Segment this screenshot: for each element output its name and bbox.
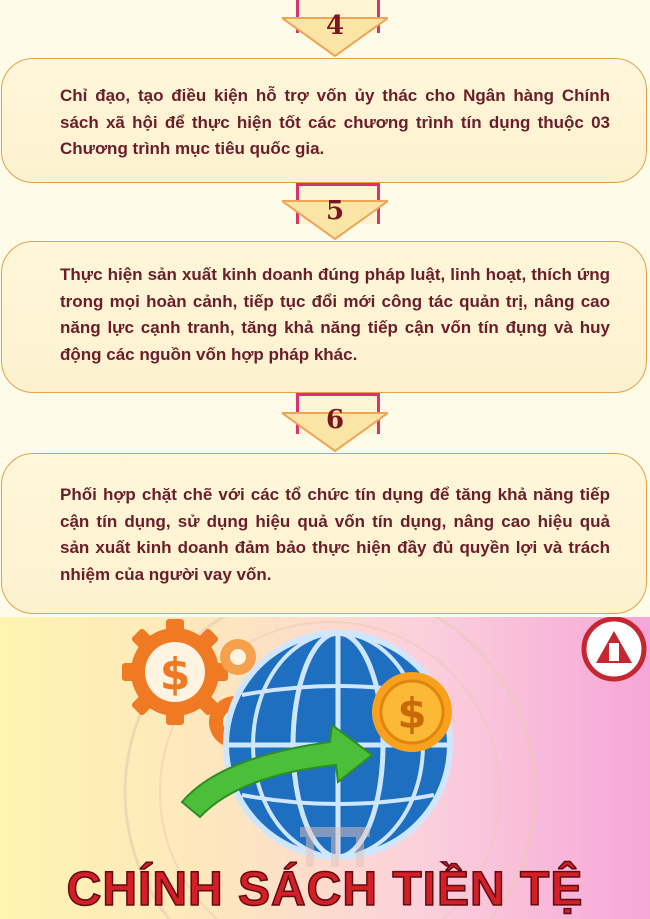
step-4-card xyxy=(1,58,647,183)
step-4-number: 4 xyxy=(325,11,345,41)
gear-large-icon xyxy=(122,619,228,725)
logo-seal-icon xyxy=(584,619,644,679)
step-6-card xyxy=(1,453,647,614)
step-5-number: 5 xyxy=(325,196,345,226)
gear-top-icon xyxy=(220,639,256,675)
svg-text:$: $ xyxy=(159,649,191,700)
banner-title: CHÍNH SÁCH TIỀN TỆ xyxy=(66,863,584,916)
step-6-number: 6 xyxy=(325,405,345,435)
step-6-text: Phối hợp chặt chẽ với các tổ chức tín dụng để tăng khả năng tiếp cận tín dụng, sử dụng hiệu quả vốn tín dụng, nâng cao hiệu quả sản xuất kinh doanh đảm bảo thực hiện đầy đủ quyền lợi và trách nhiệm của người vay vốn. xyxy=(60,485,610,584)
step-4-text: Chỉ đạo, tạo điều kiện hỗ trợ vốn ủy thác cho Ngân hàng Chính sách xã hội để thực hiện tốt các chương trình tín dụng thuộc 03 Chương trình mục tiêu quốc gia. xyxy=(60,86,610,158)
step-5-text: Thực hiện sản xuất kinh doanh đúng pháp luật, linh hoạt, thích ứng trong mọi hoàn cảnh, tiếp tục đổi mới công tác quản trị, nâng cao năng lực cạnh tranh, tăng khả năng tiếp cận vốn tín đụng và huy động các nguồn vốn hợp pháp khác. xyxy=(60,265,610,364)
step-5-card xyxy=(1,241,647,393)
svg-text:$: $ xyxy=(397,689,427,738)
coin-icon xyxy=(372,672,452,752)
